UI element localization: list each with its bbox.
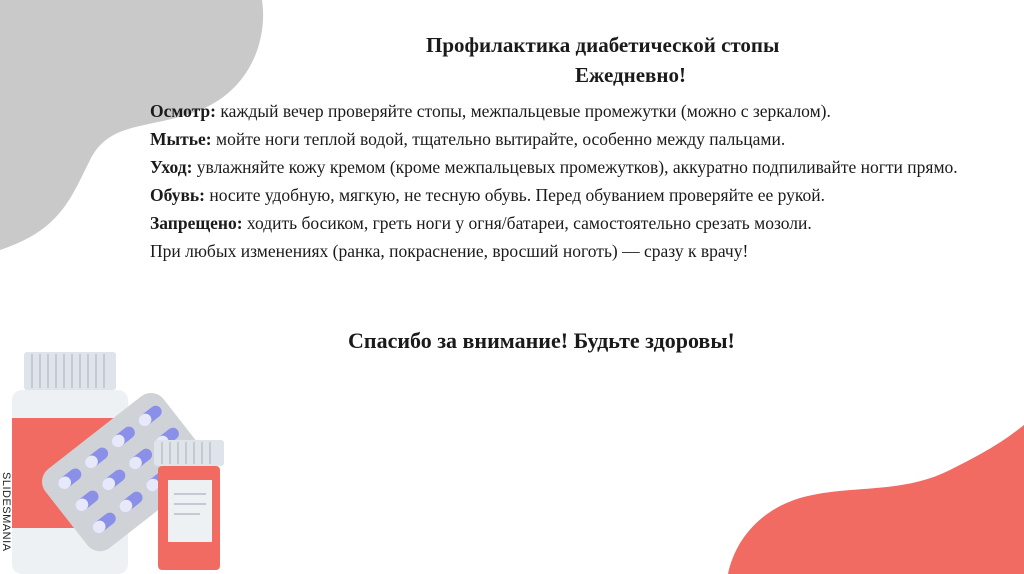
list-item <box>150 209 990 237</box>
slide-title: Профилактика диабетической стопы <box>426 33 780 57</box>
list-item <box>150 153 990 181</box>
item-text: ходить босиком, греть ноги у огня/батареи, самостоятельно срезать мозоли. <box>242 213 812 233</box>
list-item <box>150 181 990 209</box>
item-label: Мытье: <box>150 129 212 149</box>
item-label: Обувь: <box>150 185 205 205</box>
item-text: носите удобную, мягкую, не тесную обувь. Перед обуванием проверяйте ее рукой. <box>204 185 826 205</box>
recommendation-list <box>150 97 990 265</box>
list-item <box>150 97 990 125</box>
warning-note: При любых изменениях (ранка, покраснение, вросший ноготь) — сразу к врачу! <box>150 241 749 261</box>
slide-subtitle: Ежедневно! <box>575 63 686 87</box>
item-label: Запрещено: <box>150 213 243 233</box>
medicine-illustration <box>0 0 240 574</box>
closing-message: Спасибо за внимание! Будьте здоровы! <box>348 328 735 353</box>
list-item <box>150 125 990 153</box>
item-text: мойте ноги теплой водой, тщательно вытирайте, особенно между пальцами. <box>211 129 786 149</box>
item-label: Осмотр: <box>150 101 216 121</box>
item-text: каждый вечер проверяйте стопы, межпальцевые промежутки (можно с зеркалом). <box>215 101 831 121</box>
coral-wave-shape <box>728 425 1024 574</box>
pill-bottle-icon <box>154 440 224 570</box>
slidesmania-credit: SLIDESMANIA <box>0 472 12 552</box>
item-label: Уход: <box>150 157 193 177</box>
item-text: увлажняйте кожу кремом (кроме межпальцевых промежутков), аккуратно подпиливайте ногти прямо. <box>192 157 958 177</box>
